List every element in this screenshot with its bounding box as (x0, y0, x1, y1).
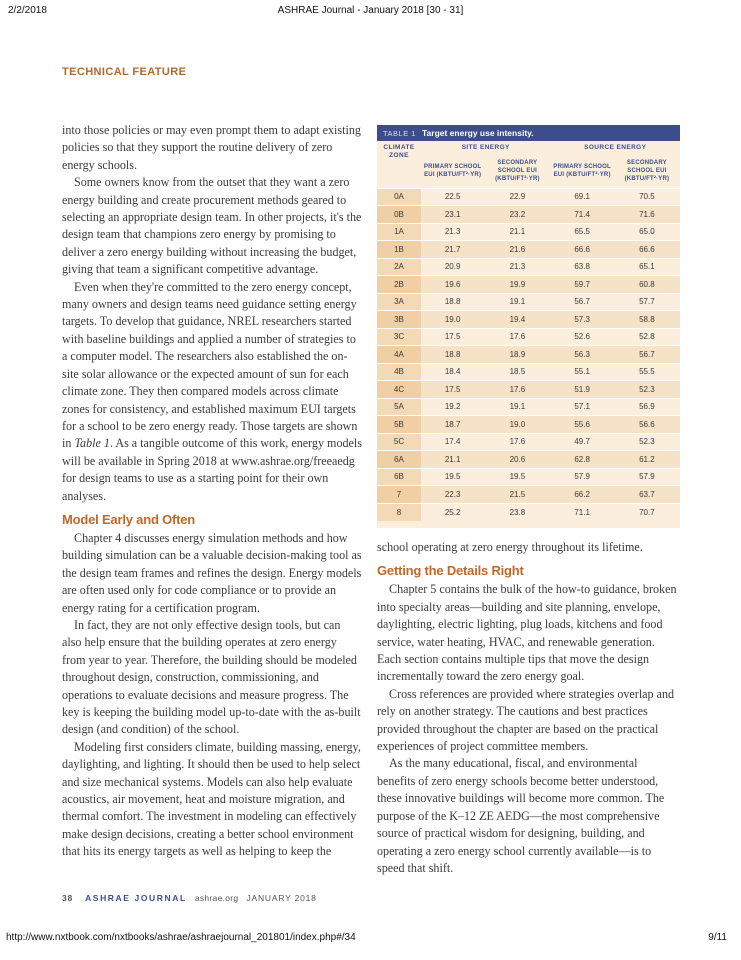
eui-value-cell: 21.3 (421, 223, 484, 241)
table-row (377, 503, 680, 521)
climate-zone-cell: 5B (377, 416, 421, 434)
table-row (377, 433, 680, 451)
climate-zone-cell: 5A (377, 398, 421, 416)
eui-value-cell: 58.8 (614, 311, 680, 329)
eui-value-cell: 56.9 (614, 398, 680, 416)
eui-value-cell: 52.6 (550, 328, 613, 346)
climate-zone-cell: 0B (377, 206, 421, 224)
table-title-bar (377, 125, 680, 141)
eui-value-cell: 57.9 (614, 468, 680, 486)
eui-value-cell: 21.7 (421, 241, 484, 259)
eui-value-cell: 71.1 (550, 503, 613, 521)
paragraph: Chapter 5 contains the bulk of the how-to guidance, broken into specialty areas—building and site planning, envelope, daylighting, electric lighting, plug loads, kitchens and food service, water heating, HVAC, and renewable generation. Each section contains multiple tips that move the design incrementally toward the zero energy goal. (377, 582, 677, 684)
table-row (377, 486, 680, 504)
eui-value-cell: 52.3 (614, 433, 680, 451)
eui-value-cell: 55.6 (550, 416, 613, 434)
eui-value-cell: 65.5 (550, 223, 613, 241)
table-row (377, 363, 680, 381)
table-reference: Table 1 (74, 436, 110, 451)
eui-value-cell: 52.8 (614, 328, 680, 346)
eui-value-cell: 21.1 (421, 451, 484, 469)
section-heading: Model Early and Often (62, 511, 196, 527)
paragraph: into those policies or may even prompt them to adapt existing policies so that they support the routine delivery of zero energy schools. (62, 123, 361, 172)
climate-zone-cell: 4B (377, 363, 421, 381)
column-group-site-energy: SITE ENERGY (461, 144, 510, 151)
paragraph-text: . As a tangible outcome of this work, energy models will be available in Spring 2018 at www.ashrae.org/freeaedg for design teams to use as a starting point for their own analyses. (62, 436, 362, 503)
eui-value-cell: 19.9 (484, 276, 550, 294)
table-body (377, 188, 680, 521)
paragraph: school operating at zero energy throughout its lifetime. (377, 540, 643, 554)
eui-value-cell: 63.8 (550, 258, 613, 276)
table-row (377, 381, 680, 399)
eui-value-cell: 71.4 (550, 206, 613, 224)
print-publication-title: ASHRAE Journal - January 2018 [30 - 31] (277, 5, 464, 16)
climate-zone-cell: 3B (377, 311, 421, 329)
column-header-site-primary: PRIMARY SCHOOL EUI (KBTU/FT²·YR) (423, 163, 482, 178)
table-row (377, 311, 680, 329)
eui-value-cell: 17.6 (484, 433, 550, 451)
paragraph-text: Even when they're committed to the zero energy concept, many owners and design teams need guidance setting energy targets. To develop that guidance, NREL researchers started with baseline buildings and applied a number of strategies to a computer model. The researchers also established the on-site solar allowance or the expected amount of sun for each climate zone. They then compared models across climate zones for consistency, and established maximum EUI targets for a school to be zero energy ready. Those targets are shown in (62, 279, 358, 451)
paragraph: Modeling first considers climate, building massing, energy, daylighting, and lighting. It should then be used to help select and size mechanical systems. Models can also help evaluate acoustics, air movement, heat and moisture migration, and thermal comfort. The investment in modeling can effectively make design decisions, creating a better school environment that hits its energy targets as well as helping to keep the (62, 739, 361, 859)
eui-value-cell: 25.2 (421, 503, 484, 521)
eui-value-cell: 18.4 (421, 363, 484, 381)
table-row (377, 416, 680, 434)
paragraph: Some owners know from the outset that they want a zero energy building and create procurement methods geared to selecting an appropriate design team. In other projects, it's the design team that champions zero energy by promising to deliver a zero energy building without increasing the budget, giving that team a significant competitive advantage. (62, 175, 362, 277)
eui-value-cell: 19.1 (484, 398, 550, 416)
paragraph: Chapter 4 discusses energy simulation methods and how building simulation can be a valuable decision-making tool as the design team frames and refines the design. Energy models are often used only for code compliance or to provide an energy rating for a certification program. (62, 530, 362, 615)
eui-value-cell: 59.7 (550, 276, 613, 294)
eui-value-cell: 66.2 (550, 486, 613, 504)
eui-value-cell: 51.9 (550, 381, 613, 399)
climate-zone-cell: 8 (377, 503, 421, 521)
climate-zone-cell: 5C (377, 433, 421, 451)
print-header (0, 5, 741, 19)
eui-value-cell: 56.7 (550, 293, 613, 311)
climate-zone-cell: 6B (377, 468, 421, 486)
journal-name: ASHRAE JOURNAL (85, 893, 187, 903)
eui-value-cell: 19.6 (421, 276, 484, 294)
eui-value-cell: 19.0 (421, 311, 484, 329)
eui-value-cell: 70.5 (614, 188, 680, 206)
eui-value-cell: 19.2 (421, 398, 484, 416)
column-header-climate-zone: CLIMATE ZONE (383, 144, 415, 159)
data-table (377, 141, 680, 521)
climate-zone-cell: 2A (377, 258, 421, 276)
climate-zone-cell: 4A (377, 346, 421, 364)
eui-value-cell: 63.7 (614, 486, 680, 504)
eui-value-cell: 57.7 (614, 293, 680, 311)
table-title: Target energy use intensity. (421, 128, 534, 138)
climate-zone-cell: 7 (377, 486, 421, 504)
eui-value-cell: 65.1 (614, 258, 680, 276)
climate-zone-cell: 0A (377, 188, 421, 206)
eui-value-cell: 66.6 (550, 241, 613, 259)
paragraph: Cross references are provided where strategies overlap and rely on another strategy. The cautions and best practices provided throughout the chapter are based on the practical experiences of project committee members. (377, 686, 675, 754)
paragraph (62, 279, 362, 505)
eui-value-cell: 66.6 (614, 241, 680, 259)
eui-value-cell: 22.9 (484, 188, 550, 206)
eui-value-cell: 22.5 (421, 188, 484, 206)
print-url: http://www.nxtbook.com/nxtbooks/ashrae/ashraejournal_201801/index.php#/34 (6, 932, 356, 943)
table-row (377, 468, 680, 486)
eui-value-cell: 18.8 (421, 346, 484, 364)
paragraph: In fact, they are not only effective design tools, but can also help ensure that the building operates at zero energy from year to year. Therefore, the building should be modeled throughout design, construction, commissioning, and operations to evaluate decisions and measure progress. The key is keeping the building model up-to-date with the as-built design (and condition) of the school. (62, 617, 361, 737)
table-row (377, 188, 680, 206)
eui-value-cell: 52.3 (614, 381, 680, 399)
eui-value-cell: 17.5 (421, 381, 484, 399)
eui-value-cell: 57.3 (550, 311, 613, 329)
table-number: TABLE 1 (383, 129, 416, 138)
table-row (377, 398, 680, 416)
eui-value-cell: 69.1 (550, 188, 613, 206)
section-heading: Getting the Details Right (377, 563, 524, 579)
eui-value-cell: 18.7 (421, 416, 484, 434)
eui-value-cell: 57.9 (550, 468, 613, 486)
climate-zone-cell: 3A (377, 293, 421, 311)
climate-zone-cell: 6A (377, 451, 421, 469)
eui-value-cell: 19.5 (484, 468, 550, 486)
eui-value-cell: 20.9 (421, 258, 484, 276)
column-header-source-secondary: SECONDARY SCHOOL EUI (KBTU/FT²·YR) (624, 159, 670, 182)
eui-value-cell: 21.5 (484, 486, 550, 504)
eui-value-cell: 17.6 (484, 381, 550, 399)
climate-zone-cell: 2B (377, 276, 421, 294)
page-number: 38 (62, 893, 74, 903)
table-row (377, 223, 680, 241)
eui-value-cell: 21.6 (484, 241, 550, 259)
journal-issue: JANUARY 2018 (246, 893, 317, 903)
eui-value-cell: 19.5 (421, 468, 484, 486)
section-label: TECHNICAL FEATURE (62, 66, 187, 78)
table-row (377, 206, 680, 224)
eui-value-cell: 55.1 (550, 363, 613, 381)
eui-value-cell: 18.5 (484, 363, 550, 381)
table-row (377, 258, 680, 276)
eui-value-cell: 62.8 (550, 451, 613, 469)
eui-value-cell: 60.8 (614, 276, 680, 294)
eui-value-cell: 71.6 (614, 206, 680, 224)
table-row (377, 293, 680, 311)
right-column (377, 539, 677, 877)
eui-value-cell: 22.3 (421, 486, 484, 504)
energy-intensity-table (377, 125, 680, 528)
eui-value-cell: 17.6 (484, 328, 550, 346)
eui-value-cell: 49.7 (550, 433, 613, 451)
climate-zone-cell: 1B (377, 241, 421, 259)
eui-value-cell: 21.1 (484, 223, 550, 241)
eui-value-cell: 55.5 (614, 363, 680, 381)
eui-value-cell: 19.1 (484, 293, 550, 311)
eui-value-cell: 56.7 (614, 346, 680, 364)
table-row (377, 276, 680, 294)
eui-value-cell: 17.5 (421, 328, 484, 346)
eui-value-cell: 65.0 (614, 223, 680, 241)
eui-value-cell: 18.9 (484, 346, 550, 364)
eui-value-cell: 20.6 (484, 451, 550, 469)
table-group-header (377, 141, 680, 154)
climate-zone-cell: 1A (377, 223, 421, 241)
eui-value-cell: 19.0 (484, 416, 550, 434)
eui-value-cell: 56.3 (550, 346, 613, 364)
climate-zone-cell: 3C (377, 328, 421, 346)
table-row (377, 328, 680, 346)
eui-value-cell: 21.3 (484, 258, 550, 276)
eui-value-cell: 56.6 (614, 416, 680, 434)
eui-value-cell: 70.7 (614, 503, 680, 521)
print-date: 2/2/2018 (8, 5, 47, 16)
page-footer (62, 893, 317, 903)
table-row (377, 346, 680, 364)
table-row (377, 451, 680, 469)
print-page-count: 9/11 (708, 932, 727, 943)
eui-value-cell: 23.2 (484, 206, 550, 224)
paragraph: As the many educational, fiscal, and environmental benefits of zero energy schools become better understood, these innovative buildings will become more common. The purpose of the K–12 ZE AEDG—the most comprehensive source of practical wisdom for designing, building, and operating a zero energy school currently available—is to speed that shift. (377, 756, 665, 875)
column-group-source-energy: SOURCE ENERGY (584, 144, 647, 151)
eui-value-cell: 57.1 (550, 398, 613, 416)
table-sub-header (377, 154, 680, 188)
climate-zone-cell: 4C (377, 381, 421, 399)
journal-site: ashrae.org (194, 893, 239, 903)
eui-value-cell: 19.4 (484, 311, 550, 329)
eui-value-cell: 61.2 (614, 451, 680, 469)
eui-value-cell: 23.8 (484, 503, 550, 521)
left-column (62, 122, 362, 861)
table-row (377, 241, 680, 259)
eui-value-cell: 23.1 (421, 206, 484, 224)
column-header-site-secondary: SECONDARY SCHOOL EUI (KBTU/FT²·YR) (495, 159, 540, 182)
column-header-source-primary: PRIMARY SCHOOL EUI (KBTU/FT²·YR) (553, 163, 611, 178)
eui-value-cell: 17.4 (421, 433, 484, 451)
eui-value-cell: 18.8 (421, 293, 484, 311)
